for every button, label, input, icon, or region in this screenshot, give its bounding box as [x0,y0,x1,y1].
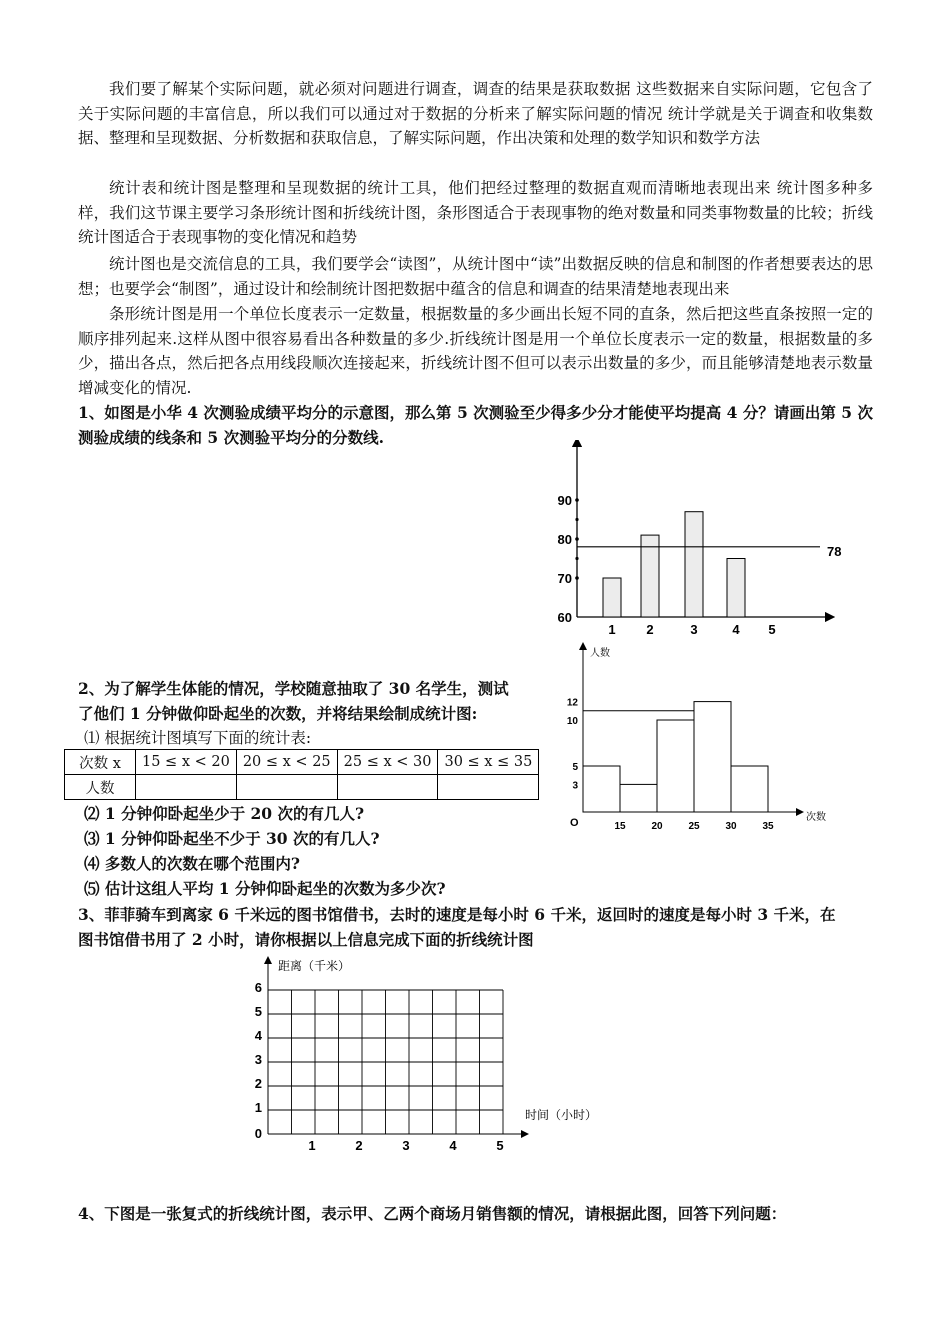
bar-2 [641,535,659,617]
x-tick-label: 3 [402,1138,410,1153]
table-blank-cell[interactable] [337,775,438,800]
y-tick-dot [575,537,579,541]
y-tick-dot [575,518,578,521]
y-tick-dot [575,557,578,560]
question-2-line-1: 2、为了解学生体能的情况，学校随意抽取了 30 名学生，测试 [78,679,509,698]
table-row [65,775,539,800]
intro-paragraph-2: 统计表和统计图是整理和呈现数据的统计工具，他们把经过整理的数据直观而清晰地表现出来 统计图多种多样，我们这节课主要学习条形统计图和折线统计图，条形图适合于表现事物的绝对数量和同类事物数量的比较；折线统计图适合于表现事物的变化情况和趋势 [78,179,873,246]
table-row-label: 人数 [65,775,136,800]
x-tick-label: 20 [651,821,663,832]
y-tick-label: 5 [572,762,578,773]
bar-1 [603,578,621,617]
intro-paragraph-3: 统计图也是交流信息的工具，我们要学会“读图”，从统计图中“读”出数据反映的信息和制图的作者想要表达的思想；也要学会“制图”，通过设计和绘制统计图把数据中蕴含的信息和调查的结果清楚地表现出来 [78,255,873,298]
intro-paragraph-4: 条形统计图是用一个单位长度表示一定数量，根据数量的多少画出长短不同的直条，然后把这些直条按照一定的顺序排列起来.这样从图中很容易看出各种数量的多少.折线统计图是用一个单位长度表示一定的数量，根据数量的多少，描出各点，然后把各点用线段顺次连接起来，折线统计图不但可以表示出数量的多少，而且能够清楚地表示数量增减变化的情况. [78,305,873,397]
histogram-bar [657,720,694,812]
y-tick-label: 5 [254,1004,262,1019]
q1-bar-chart [550,440,850,640]
y-tick-label: 6 [254,980,262,995]
table-header-cell: 次数 x [65,750,136,775]
bar-3 [685,512,703,617]
y-tick-dot [575,576,579,580]
q2-histogram [560,640,860,840]
y-tick-dot [575,498,579,502]
question-2-sub-5: ⑸ 估计这组人平均 1 分钟仰卧起坐的次数为多少次? [84,879,446,898]
question-4-text: 4、下图是一张复式的折线统计图，表示甲、乙两个商场月销售额的情况，请根据此图，回答下列问题： [78,1204,787,1223]
table-blank-cell[interactable] [136,775,237,800]
y-tick-label: 0 [254,1126,262,1141]
x-tick-label: 3 [690,622,698,637]
x-tick-label: 4 [449,1138,457,1153]
question-2-sub-3: ⑶ 1 分钟仰卧起坐不少于 30 次的有几人? [84,829,380,848]
table-header-cell: 30 ≤ x ≤ 35 [438,750,539,775]
x-tick-label: 4 [732,622,740,637]
x-tick-label: 30 [725,821,737,832]
bar-4 [727,559,745,618]
q2-y-axis-label: 人数 [590,648,610,659]
y-tick-label: 70 [557,571,572,586]
q3-y-axis-label: 距离（千米） [278,959,351,973]
question-2-sub-2: ⑵ 1 分钟仰卧起坐少于 20 次的有几人? [84,804,365,823]
histogram-bar [731,766,768,812]
question-2-line-2: 了他们 1 分钟做仰卧起坐的次数，并将结果绘制成统计图: [78,704,478,723]
table-header-cell: 20 ≤ x < 25 [236,750,337,775]
q3-line-chart-grid [240,952,640,1162]
y-tick-label: 2 [254,1076,262,1091]
q3-x-axis-label: 时间（小时） [525,1108,598,1122]
table-header-cell: 15 ≤ x < 20 [136,750,237,775]
x-tick-label: 5 [768,622,776,637]
x-tick-label: 2 [355,1138,363,1153]
question-2-sub-4: ⑷ 多数人的次数在哪个范围内? [84,854,300,873]
y-tick-label: 60 [557,610,572,625]
histogram-bar [694,702,731,812]
x-tick-label: 1 [608,622,616,637]
histogram-bar [583,766,620,812]
intro-paragraph-1: 我们要了解某个实际问题，就必须对问题进行调查，调查的结果是获取数据 这些数据来自实际问题，它包含了关于实际问题的丰富信息，所以我们可以通过对于数据的分析来了解实际问题的情况 统计学就是关于调查和收集数据、整理和呈现数据、分析数据和获取信息，了解实际问题，作出决策和处理的数学知识和数学方法 [78,80,873,147]
table-blank-cell[interactable] [236,775,337,800]
table-header-cell: 25 ≤ x < 30 [337,750,438,775]
x-tick-label: 35 [762,821,774,832]
reference-line-label: 78 [827,543,842,559]
x-tick-label: 5 [496,1138,504,1153]
y-tick-label: 10 [566,716,578,727]
question-3-line-1: 3、菲菲骑车到离家 6 千米远的图书馆借书，去时的速度是每小时 6 千米，返回时的速度是每小时 3 千米，在 [78,905,836,924]
y-tick-label: 1 [254,1100,262,1115]
y-tick-label: 12 [566,697,578,709]
y-tick-label: 80 [557,532,572,547]
q2-origin-label: O [570,817,579,829]
x-tick-label: 25 [688,821,700,832]
x-tick-label: 1 [308,1138,316,1153]
y-tick-label: 90 [557,493,572,508]
q2-x-axis-label: 次数 [806,812,826,823]
table-row [65,750,539,775]
table-blank-cell[interactable] [438,775,539,800]
question-3-line-2: 图书馆借书用了 2 小时，请你根据以上信息完成下面的折线统计图 [78,930,534,949]
question-2-sub-1: ⑴ 根据统计图填写下面的统计表: [84,729,312,747]
y-tick-label: 3 [254,1052,262,1067]
question-1-text: 1、如图是小华 4 次测验成绩平均分的示意图，那么第 5 次测验至少得多少分才能使平均提高 4 分？请画出第 5 次测验成绩的线条和 5 次测验平均分的分数线. [78,403,873,447]
x-tick-label: 2 [646,622,654,637]
q2-stat-table [64,749,539,800]
histogram-bar [620,784,657,812]
y-tick-label: 3 [572,780,578,792]
y-tick-label: 4 [254,1028,262,1043]
x-tick-label: 15 [614,821,626,832]
